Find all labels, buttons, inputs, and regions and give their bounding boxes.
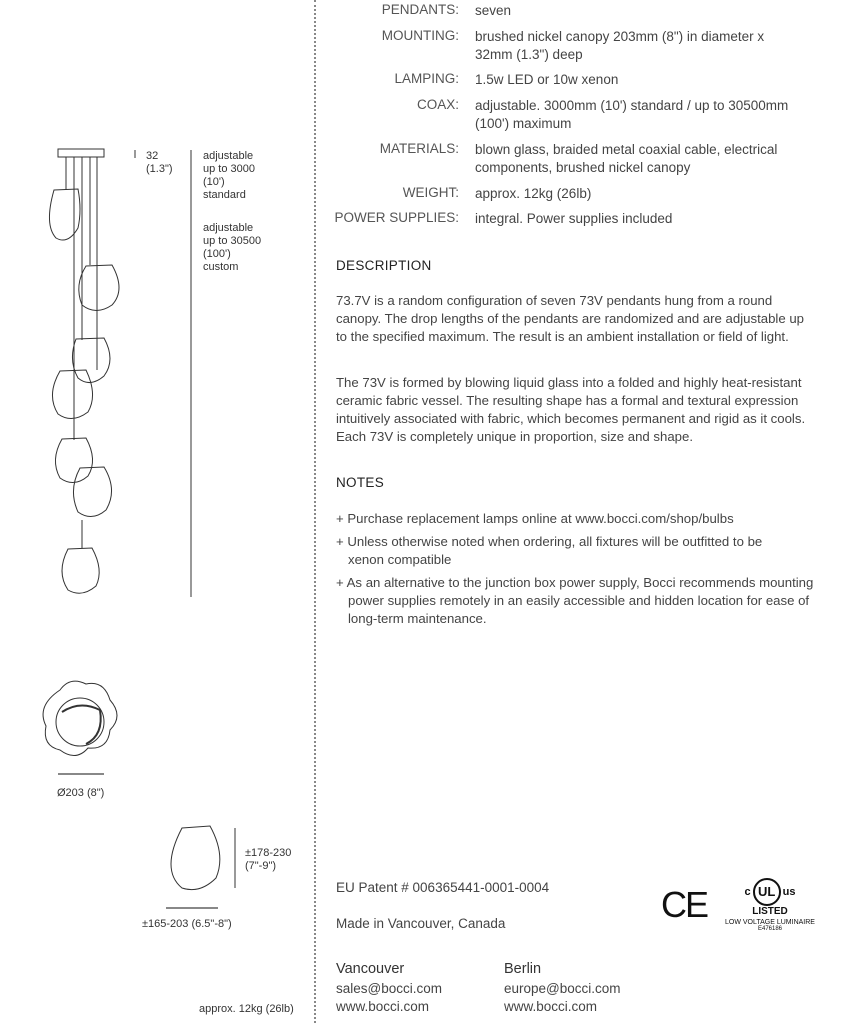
note-item: + As an alternative to the junction box power supply, Bocci recommends mounting power supplies remotely in an easily accessible and hidden location for ease of long-term maintenance.: [336, 575, 814, 626]
standard-length: adjustable up to 3000 (10') standard: [203, 150, 255, 201]
spec-value: adjustable. 3000mm (10') standard / up to 30500mm (100') maximum: [475, 98, 789, 131]
height-label: ±178-230 (7"-9"): [245, 847, 292, 872]
office-email[interactable]: europe@bocci.com: [504, 981, 621, 996]
note-item: + Unless otherwise noted when ordering, all fixtures will be outfitted to be xenon compatible: [336, 534, 763, 567]
description-heading: DESCRIPTION: [336, 258, 432, 273]
notes-heading: NOTES: [336, 475, 385, 490]
diameter-label: Ø203 (8"): [57, 787, 105, 799]
office-email[interactable]: sales@bocci.com: [336, 981, 442, 996]
spec-label: PENDANTS:: [381, 2, 459, 17]
custom-length: adjustable up to 30500 (100') custom: [203, 222, 262, 273]
spec-value: approx. 12kg (26lb): [475, 186, 592, 201]
canopy-depth: 32 (1.3"): [146, 150, 173, 175]
made-in: Made in Vancouver, Canada: [336, 916, 506, 931]
ul-listed-icon: c UL us LISTED LOW VOLTAGE LUMINAIRE E476186: [722, 878, 818, 932]
spec-value: brushed nickel canopy 203mm (8") in diameter x 32mm (1.3") deep: [475, 29, 765, 62]
office-web[interactable]: www.bocci.com: [336, 999, 430, 1014]
note-item: + Purchase replacement lamps online at www.bocci.com/shop/bulbs: [336, 511, 734, 526]
description-paragraph: 73.7V is a random configuration of seven 73V pendants hung from a round canopy. The drop lengths of the pendants are randomized and are adjustable up to the specified maximum. The result is an ambient installation or field of light.: [336, 293, 804, 344]
spec-label: COAX:: [416, 97, 459, 112]
spec-label: LAMPING:: [394, 71, 459, 86]
spec-label: WEIGHT:: [402, 185, 459, 200]
width-label: ±165-203 (6.5"-8"): [142, 918, 232, 930]
ce-mark-icon: CE: [661, 884, 708, 925]
spec-label: POWER SUPPLIES:: [334, 210, 459, 225]
office-city: Vancouver: [336, 961, 405, 977]
spec-value: blown glass, braided metal coaxial cable, electrical components, brushed nickel canopy: [475, 142, 778, 175]
office-city: Berlin: [504, 961, 542, 977]
patent: EU Patent # 006365441-0001-0004: [336, 880, 550, 895]
spec-value: 1.5w LED or 10w xenon: [475, 72, 619, 87]
spec-value: integral. Power supplies included: [475, 211, 673, 226]
spec-label: MATERIALS:: [379, 141, 459, 156]
spec-value: seven: [475, 3, 512, 18]
description-paragraph: The 73V is formed by blowing liquid glass into a folded and highly heat-resistant ceramic fabric vessel. The resulting shape has a formal and textural expression intuitively associated with fabric, which becomes permanent and rigid as it cools. Each 73V is completely unique in proportion, size and shape.: [336, 375, 806, 444]
spec-label: MOUNTING:: [381, 28, 459, 43]
office-web[interactable]: www.bocci.com: [504, 999, 598, 1014]
weight-label: approx. 12kg (26lb): [199, 1003, 294, 1015]
